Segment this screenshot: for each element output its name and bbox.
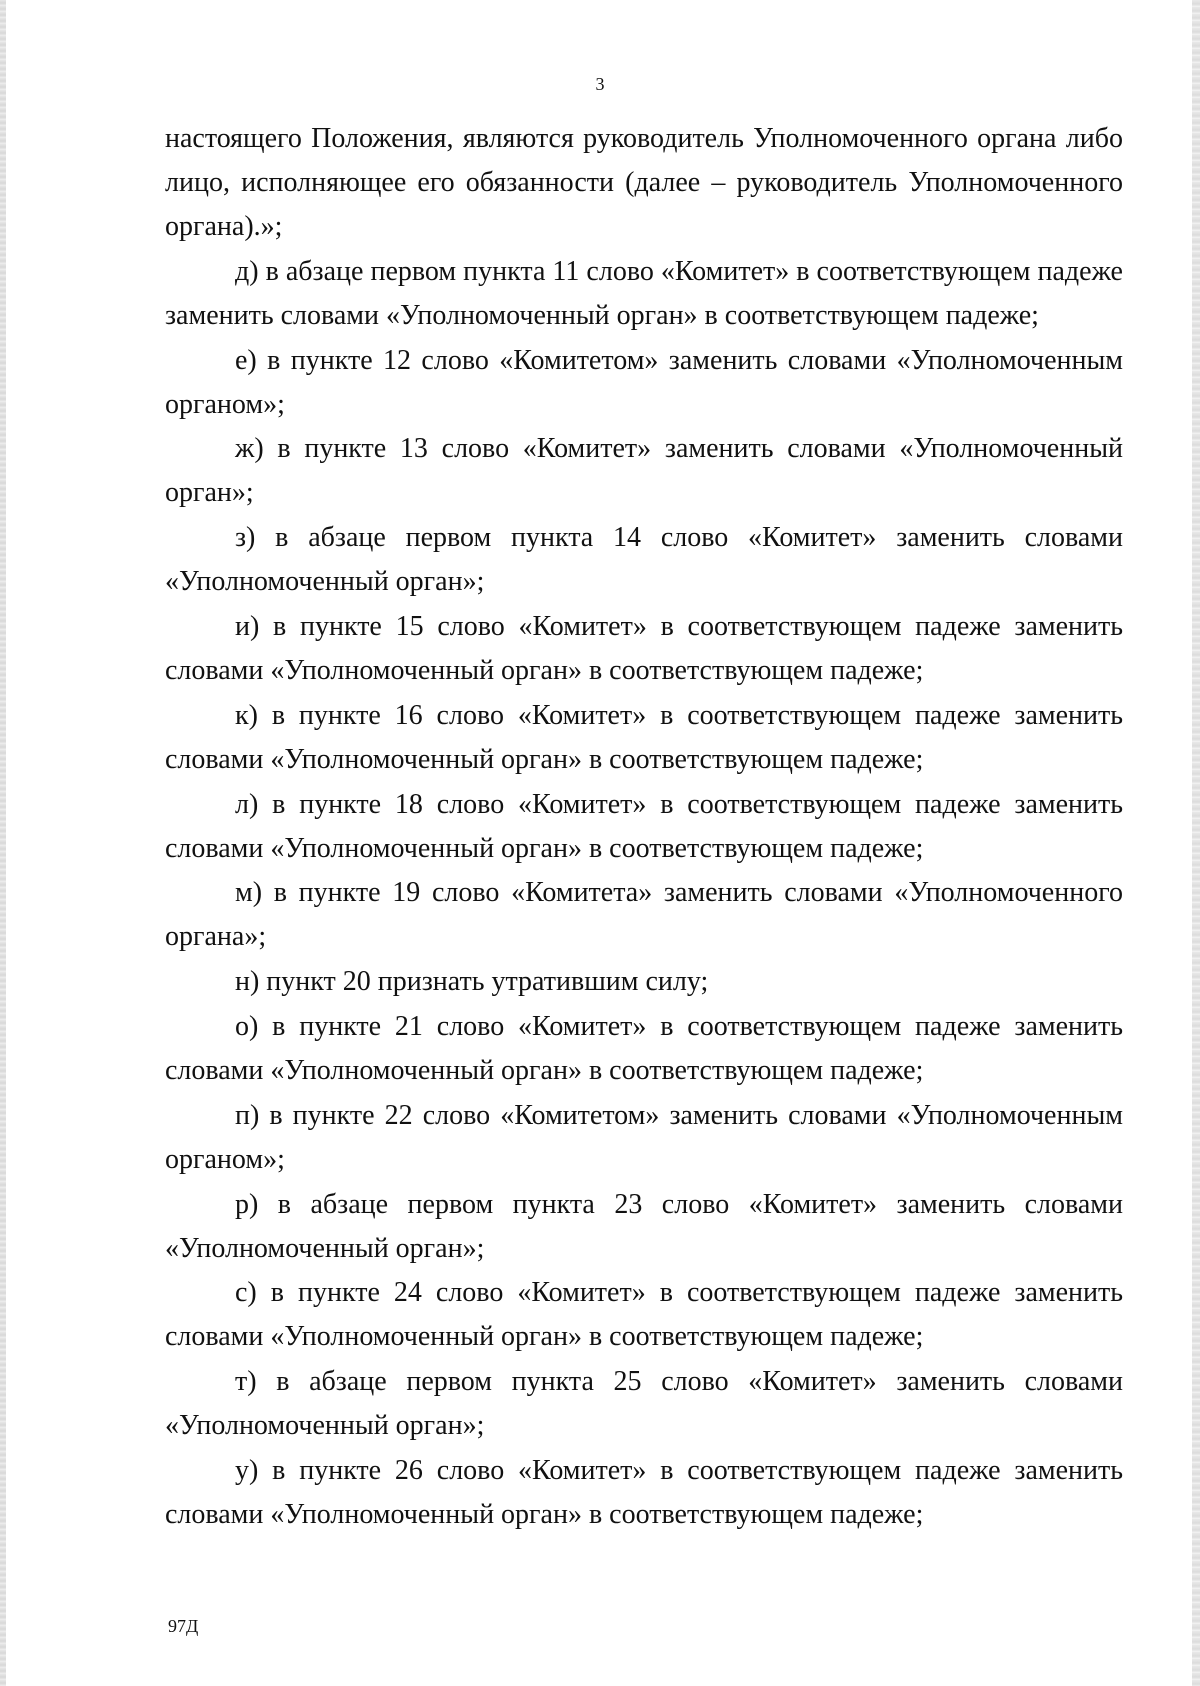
- paragraph-continuation: настоящего Положения, являются руководитель Уполномоченного органа либо лицо, исполняющее его обязанности (далее – руководитель Уполномоченного органа).»;: [165, 123, 1123, 242]
- page-number: 3: [595, 74, 605, 94]
- scan-edge-right: [1192, 0, 1200, 1686]
- paragraph-item-r: р) в абзаце первом пункта 23 слово «Комитет» заменить словами «Уполномоченный орган»;: [165, 1188, 1123, 1264]
- paragraph-item-d: д) в абзаце первом пункта 11 слово «Комитет» в соответствующем падеже заменить словами «Уполномоченный орган» в соответствующем падеже;: [165, 255, 1123, 331]
- paragraph-item-u: у) в пункте 26 слово «Комитет» в соответствующем падеже заменить словами «Уполномоченный орган» в соответствующем падеже;: [165, 1454, 1123, 1530]
- paragraph-item-s: с) в пункте 24 слово «Комитет» в соответствующем падеже заменить словами «Уполномоченный орган» в соответствующем падеже;: [165, 1277, 1123, 1353]
- paragraph-item-n: н) пункт 20 признать утратившим силу;: [235, 966, 709, 998]
- paragraph-item-k: к) в пункте 16 слово «Комитет» в соответствующем падеже заменить словами «Уполномоченный орган» в соответствующем падеже;: [165, 699, 1123, 775]
- paragraph-item-t: т) в абзаце первом пункта 25 слово «Комитет» заменить словами «Уполномоченный орган»;: [165, 1366, 1123, 1442]
- paragraph-item-p: п) в пункте 22 слово «Комитетом» заменить словами «Уполномоченным органом»;: [165, 1099, 1123, 1175]
- scan-edge-left: [0, 0, 6, 1686]
- document-body: [165, 117, 1123, 1538]
- paragraph-item-m: м) в пункте 19 слово «Комитета» заменить словами «Уполномоченного органа»;: [165, 877, 1123, 953]
- paragraph-item-z: з) в абзаце первом пункта 14 слово «Комитет» заменить словами «Уполномоченный орган»;: [165, 522, 1123, 598]
- footer-document-code: 97Д: [168, 1616, 199, 1636]
- paragraph-item-i: и) в пункте 15 слово «Комитет» в соответствующем падеже заменить словами «Уполномоченный орган» в соответствующем падеже;: [165, 610, 1123, 686]
- paragraph-item-o: о) в пункте 21 слово «Комитет» в соответствующем падеже заменить словами «Уполномоченный орган» в соответствующем падеже;: [165, 1010, 1123, 1086]
- paragraph-item-e: е) в пункте 12 слово «Комитетом» заменить словами «Уполномоченным органом»;: [165, 344, 1123, 420]
- paragraph-item-l: л) в пункте 18 слово «Комитет» в соответствующем падеже заменить словами «Уполномоченный орган» в соответствующем падеже;: [165, 788, 1123, 864]
- paragraph-item-zh: ж) в пункте 13 слово «Комитет» заменить словами «Уполномоченный орган»;: [165, 433, 1123, 509]
